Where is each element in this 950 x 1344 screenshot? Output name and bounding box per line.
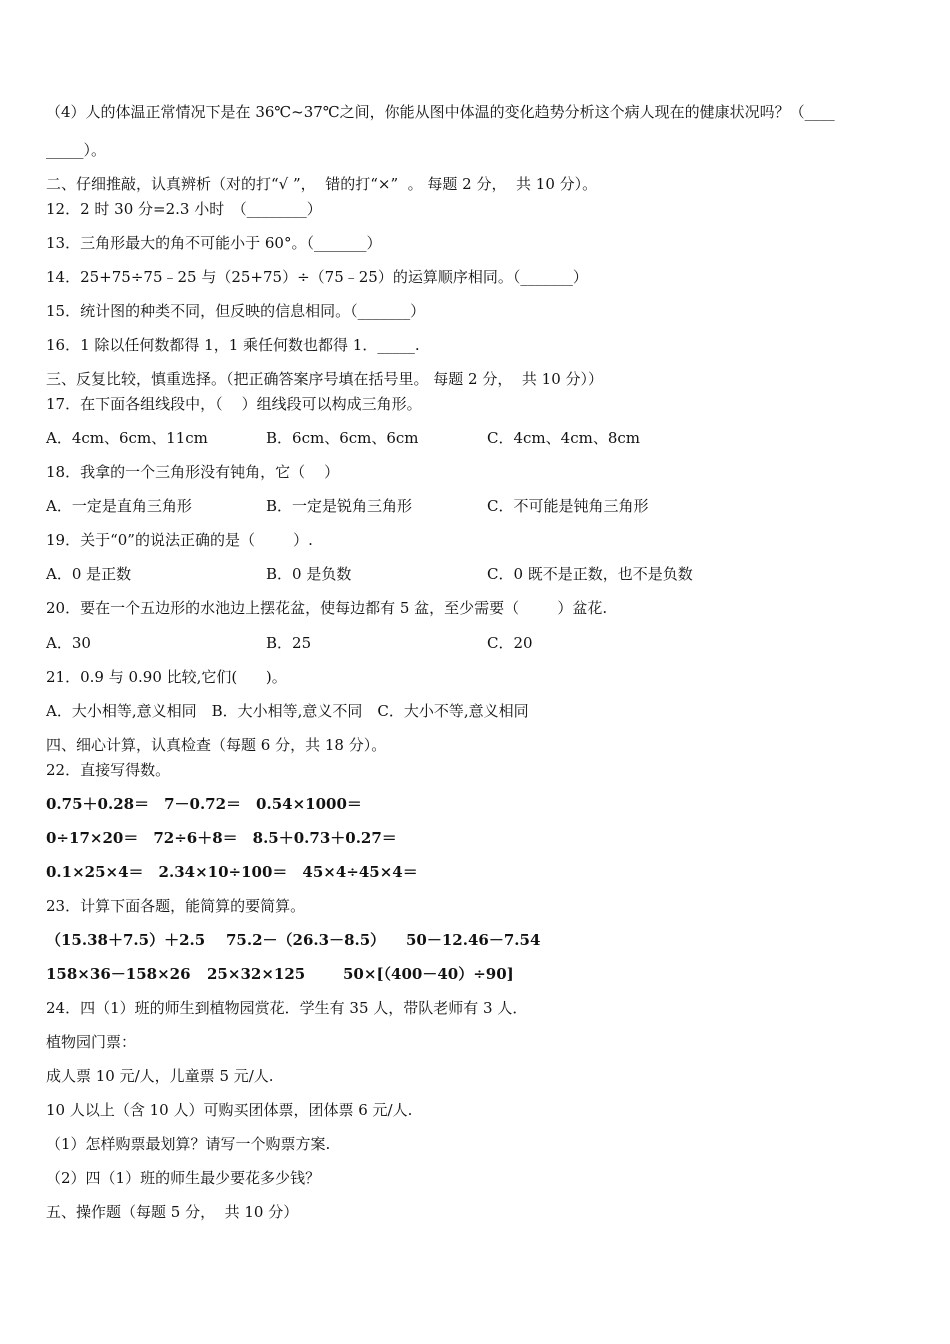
option-c: C．20 bbox=[487, 634, 533, 652]
question-19-stem: 19．关于“0”的说法正确的是（ ）. bbox=[46, 531, 313, 549]
expression: 158×36－158×26 bbox=[46, 965, 191, 983]
section-2-heading: 二、仔细推敲，认真辨析（对的打“√ ”， 错的打“×” 。 每题 2 分， 共 10 分）。 bbox=[46, 175, 598, 193]
expression: （15.38＋7.5）＋2.5 bbox=[46, 931, 206, 949]
question-13: 13．三角形最大的角不可能小于 60°。（_______） bbox=[46, 234, 382, 252]
question-16: 16．1 除以任何数都得 1，1 乘任何数也都得 1．_____. bbox=[46, 336, 420, 354]
option-b: B．一定是锐角三角形 bbox=[266, 497, 413, 515]
question-21-options: A．大小相等,意义相同 B．大小相等,意义不同 C．大小不等,意义相同 bbox=[46, 702, 529, 720]
option-b: B．0 是负数 bbox=[266, 565, 352, 583]
question-15: 15．统计图的种类不同，但反映的信息相同。（_______） bbox=[46, 302, 426, 320]
question-23-stem: 23．计算下面各题，能简算的要简算。 bbox=[46, 897, 306, 915]
section-3-heading: 三、反复比较，慎重选择。（把正确答案序号填在括号里。 每题 2 分， 共 10 分）） bbox=[46, 370, 604, 388]
question-22-row-2: 0÷17×20＝ 72÷6＋8＝ 8.5＋0.73＋0.27＝ bbox=[46, 829, 397, 847]
question-24-line: 10 人以上（含 10 人）可购买团体票，团体票 6 元/人. bbox=[46, 1101, 413, 1119]
question-24-line: 植物园门票： bbox=[46, 1033, 137, 1051]
expression: 25×32×125 bbox=[207, 965, 306, 983]
question-18-stem: 18．我拿的一个三角形没有钝角，它（ ） bbox=[46, 463, 340, 481]
question-24-stem: 24．四（1）班的师生到植物园赏花．学生有 35 人，带队老师有 3 人． bbox=[46, 999, 528, 1017]
expression: 75.2－（26.3－8.5） bbox=[226, 931, 386, 949]
question-20-stem: 20．要在一个五边形的水池边上摆花盆，使每边都有 5 盆，至少需要（ ）盆花. bbox=[46, 599, 608, 617]
expression: 50－12.46－7.54 bbox=[406, 931, 541, 949]
option-c: C．不可能是钝角三角形 bbox=[487, 497, 649, 515]
question-21-stem: 21．0.9 与 0.90 比较,它们( )。 bbox=[46, 668, 287, 686]
question-24-line: 成人票 10 元/人，儿童票 5 元/人. bbox=[46, 1067, 274, 1085]
option-a: A．0 是正数 bbox=[46, 565, 132, 583]
option-b: B．6cm、6cm、6cm bbox=[266, 429, 419, 447]
section-5-heading: 五、操作题（每题 5 分， 共 10 分） bbox=[46, 1203, 299, 1221]
question-22-row-3: 0.1×25×4＝ 2.34×10÷100＝ 45×4÷45×4＝ bbox=[46, 863, 418, 881]
question-24-part-2: （2）四（1）班的师生最少要花多少钱？ bbox=[46, 1169, 321, 1187]
section-4-heading: 四、细心计算，认真检查（每题 6 分，共 18 分）。 bbox=[46, 736, 387, 754]
question-17-stem: 17．在下面各组线段中，（ ）组线段可以构成三角形。 bbox=[46, 395, 422, 413]
question-22-row-1: 0.75＋0.28＝ 7－0.72＝ 0.54×1000＝ bbox=[46, 795, 362, 813]
question-14: 14．25+75÷75﹣25 与（25+75）÷（75﹣25）的运算顺序相同。（_______） bbox=[46, 268, 588, 286]
option-c: C．0 既不是正数，也不是负数 bbox=[487, 565, 693, 583]
option-b: B．25 bbox=[266, 634, 312, 652]
question-12: 12．2 时 30 分=2.3 小时 （________） bbox=[46, 200, 322, 218]
question-22-stem: 22．直接写得数。 bbox=[46, 761, 171, 779]
q11-part4-line1: （4）人的体温正常情况下是在 36℃~37℃之间，你能从图中体温的变化趋势分析这个病人现在的健康状况吗？（____ bbox=[46, 103, 835, 121]
option-a: A．30 bbox=[46, 634, 91, 652]
question-24-part-1: （1）怎样购票最划算？请写一个购票方案. bbox=[46, 1135, 331, 1153]
option-c: C．4cm、4cm、8cm bbox=[487, 429, 640, 447]
option-a: A．一定是直角三角形 bbox=[46, 497, 192, 515]
expression: 50×[（400－40）÷90] bbox=[343, 965, 514, 983]
q11-part4-line2: _____）。 bbox=[46, 141, 107, 159]
option-a: A．4cm、6cm、11cm bbox=[46, 429, 208, 447]
